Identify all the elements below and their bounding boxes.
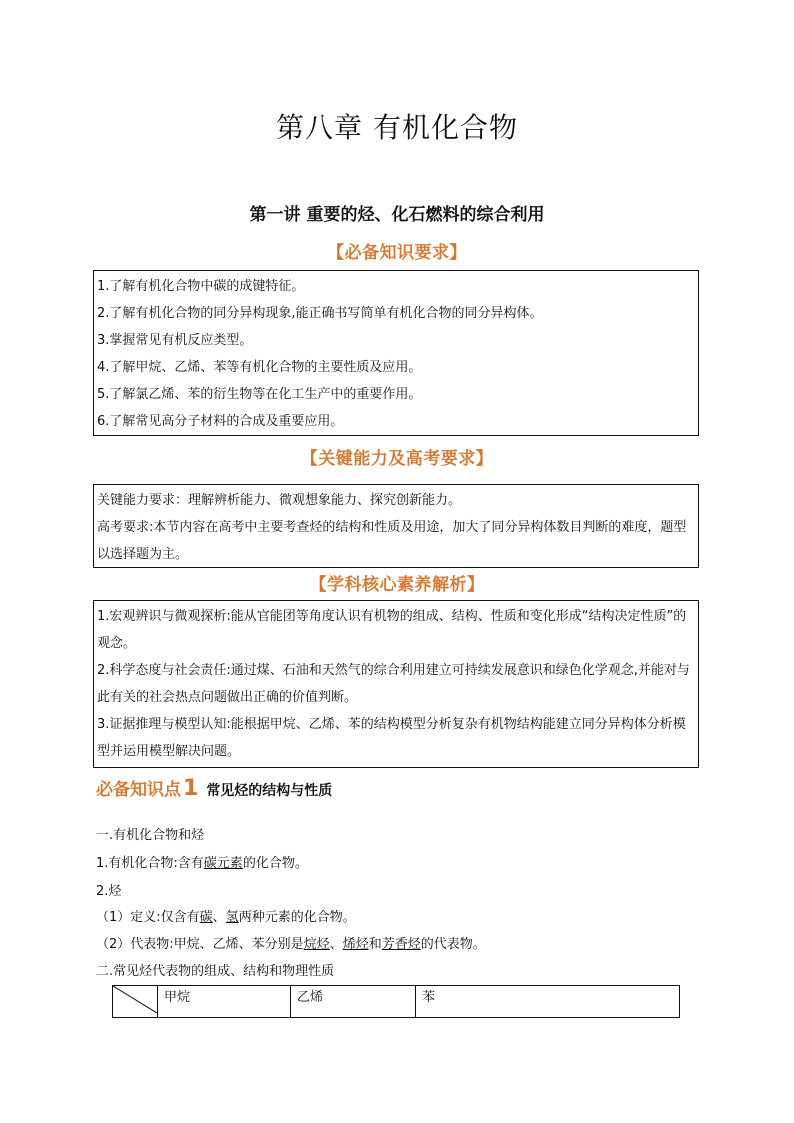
key-ability-box: [93, 484, 699, 568]
table-header-methane: 甲烷: [158, 986, 291, 1018]
list-item: 6.了解常见高分子材料的合成及重要应用。: [97, 414, 344, 429]
heading-organic-compounds: 一.有机化合物和烃: [96, 828, 205, 843]
lecture-title: 第一讲 重要的烃、化石燃料的综合利用: [249, 205, 545, 225]
list-item: 4.了解甲烷、乙烯、苯等有机化合物的主要性质及应用。: [97, 360, 422, 375]
blank-answer: 碳元素: [203, 856, 243, 871]
diagonal-header-cell: [113, 986, 158, 1018]
heading-common-hydrocarbons: 二.常见烃代表物的组成、结构和物理性质: [96, 964, 335, 979]
list-item: 1.宏观辨识与微观探析:能从官能团等角度认识有机物的组成、结构、性质和变化形成“结构决定性质”的观念。: [97, 609, 687, 651]
list-item: 高考要求:本节内容在高考中主要考查烃的结构和性质及用途，加大了同分异构体数目判断的难度，题型以选择题为主。: [97, 520, 687, 562]
blank-answer: 碳: [199, 910, 213, 925]
list-item: 3.掌握常见有机反应类型。: [97, 333, 253, 348]
diagonal-line-icon: [113, 986, 157, 1013]
knowledge-point-subtitle: 常见烃的结构与性质: [206, 783, 333, 799]
core-literacy-box: [93, 600, 699, 768]
blank-answer: 烯烃: [342, 937, 369, 952]
knowledge-point-number: 1: [183, 776, 199, 801]
list-item: 关键能力要求：理解辨析能力、微观想象能力、探究创新能力。: [97, 493, 462, 508]
section-heading-core-literacy: 【学科核心素养解析】: [309, 575, 485, 595]
blank-answer: 氢: [225, 910, 239, 925]
chapter-title: 第八章 有机化合物: [276, 111, 518, 144]
required-knowledge-box: [93, 270, 699, 436]
list-item: 5.了解氯乙烯、苯的衍生物等在化工生产中的重要作用。: [97, 387, 422, 402]
section-heading-key-ability: 【关键能力及高考要求】: [300, 449, 494, 469]
section-heading-required-knowledge: 【必备知识要求】: [327, 243, 467, 263]
knowledge-point-label: 必备知识点: [96, 780, 181, 800]
blank-answer: 烷烃: [303, 937, 330, 952]
table-header-row: [113, 986, 680, 1018]
table-header-benzene: 苯: [416, 986, 680, 1018]
list-item: 3.证据推理与模型认知:能根据甲烷、乙烯、苯的结构模型分析复杂有机物结构能建立同分异构体分析模型并运用模型解决问题。: [97, 717, 686, 759]
list-item: 1.了解有机化合物中碳的成键特征。: [97, 279, 305, 294]
blank-answer: 芳香烃: [381, 937, 421, 952]
hydrocarbon-comparison-table: [112, 985, 680, 1018]
table-header-ethylene: 乙烯: [291, 986, 416, 1018]
knowledge-point-title: [96, 775, 332, 801]
representatives-line: （2）代表物:甲烷、乙烯、苯分别是烷烃、烯烃和芳香烃的代表物。: [96, 937, 486, 952]
heading-hydrocarbon: 2.烃: [96, 884, 122, 899]
definition-hydrocarbon: （1）定义:仅含有碳、氢两种元素的化合物。: [96, 910, 356, 925]
list-item: 2.科学态度与社会责任:通过煤、石油和天然气的综合利用建立可持续发展意识和绿色化学观念,并能对与此有关的社会热点问题做出正确的价值判断。: [97, 663, 690, 705]
definition-organic-compound: 1.有机化合物:含有碳元素的化合物。: [96, 856, 308, 871]
list-item: 2.了解有机化合物的同分异构现象,能正确书写简单有机化合物的同分异构体。: [97, 306, 543, 321]
